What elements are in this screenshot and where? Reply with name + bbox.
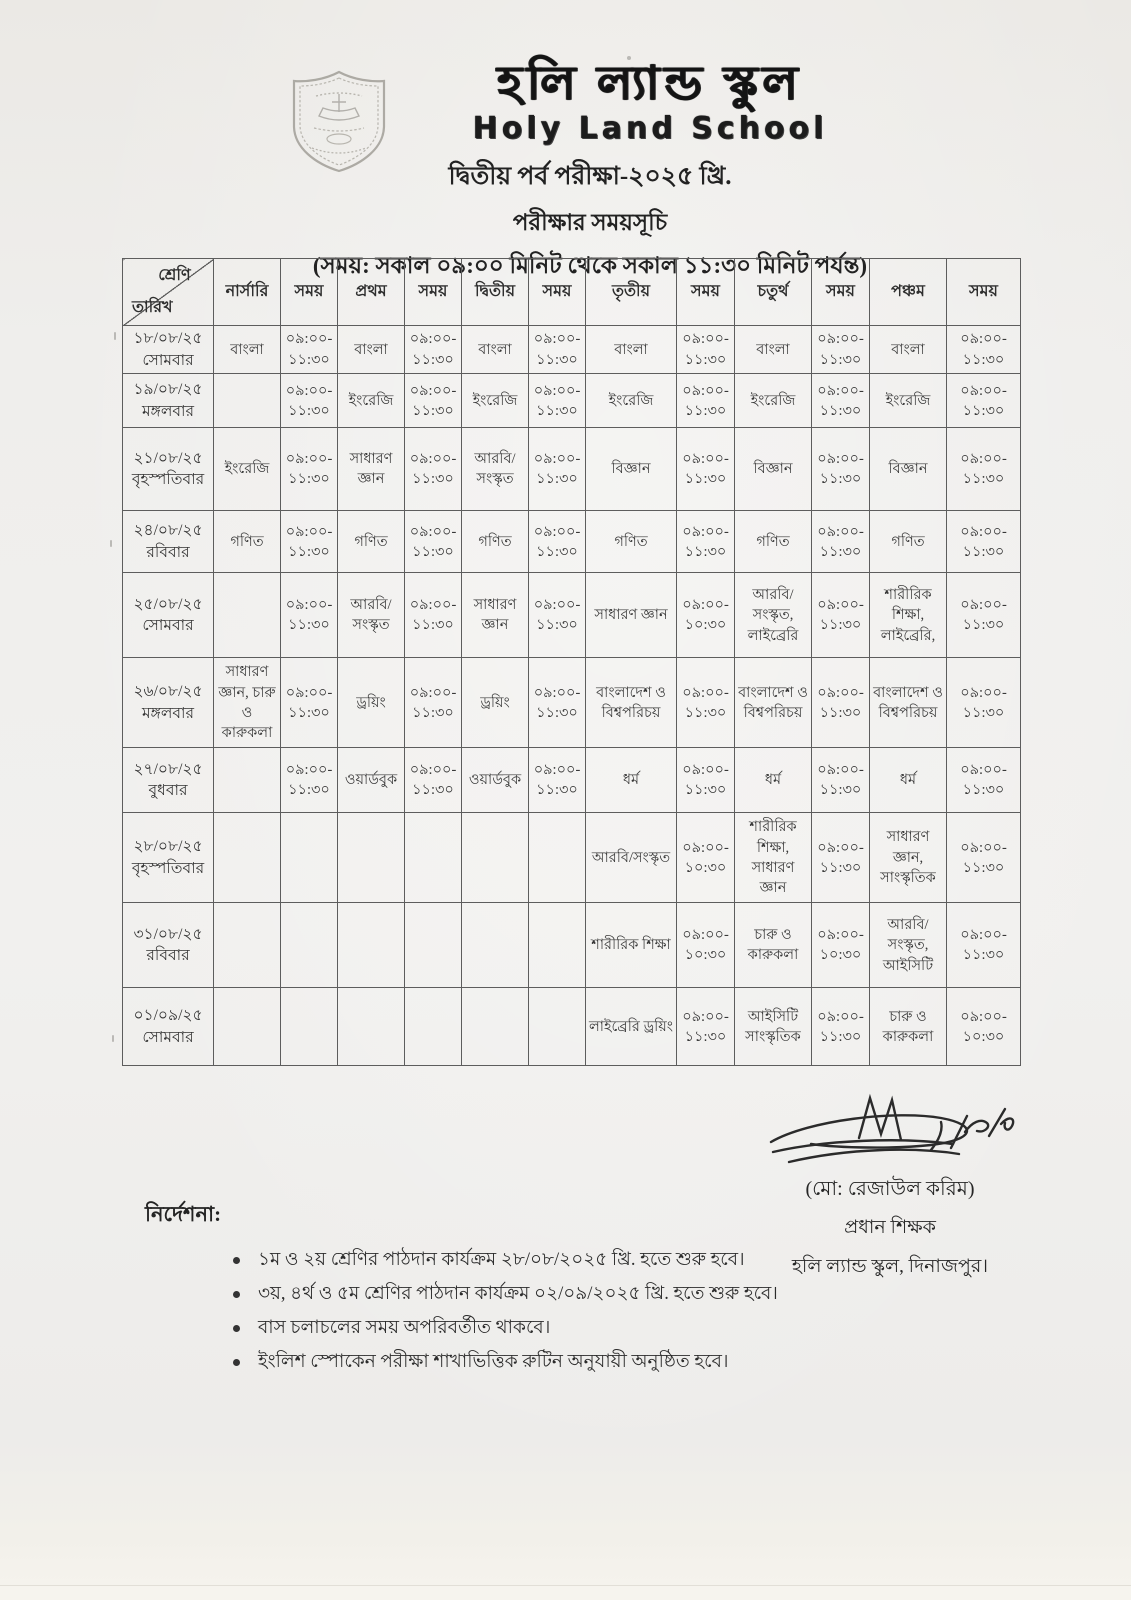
subject-cell [214,374,281,428]
exam-term-title: দ্বিতীয় পর্ব পরীক্ষা-২০২৫ খ্রি. [448,163,732,191]
instructions-list [231,1249,785,1375]
school-logo [286,68,392,174]
time-cell: ০৯:০০- ১১:৩০ [405,428,462,511]
time-cell: ০৯:০০- ১১:৩০ [677,988,735,1066]
subject-cell: আরবি/সংস্কৃত [586,813,677,903]
time-cell [529,903,586,988]
subject-cell: সাধারণ জ্ঞান [586,573,677,658]
time-cell: ০৯:০০- ১১:৩০ [677,374,735,428]
subject-cell: ধর্ম [586,748,677,813]
time-cell: ০৯:০০- ১১:৩০ [405,511,462,573]
date-cell: ২৮/০৮/২৫ বৃহস্পতিবার [123,813,214,903]
schedule-row [123,988,1021,1066]
subject-cell: গণিত [214,511,281,573]
time-cell: ০৯:০০- ১১:৩০ [812,573,870,658]
column-header-time: সময় [812,259,870,326]
time-cell [529,988,586,1066]
subject-cell: ধর্ম [870,748,947,813]
date-cell: ৩১/০৮/২৫ রবিবার [123,903,214,988]
instruction-item: বাস চলাচলের সময় অপরিবর্তীত থাকবে। [231,1317,785,1340]
subject-cell: শারীরিক শিক্ষা, লাইব্রেরি, [870,573,947,658]
scan-speck [627,56,631,60]
column-header-class1: প্রথম [338,259,405,326]
date-cell: ২৬/০৮/২৫ মঙ্গলবার [123,658,214,748]
time-cell: ০৯:০০- ১১:৩০ [529,573,586,658]
column-header-class2: দ্বিতীয় [462,259,529,326]
schedule-row [123,903,1021,988]
time-cell [281,903,338,988]
time-cell: ০৯:০০- ১১:৩০ [281,428,338,511]
signature-block [745,1092,1035,1284]
school-name-english: Holy Land School [472,111,828,147]
subject-cell: আরবি/সংস্কৃত, আইসিটি [870,903,947,988]
subject-cell: ওয়ার্ডবুক [462,748,529,813]
subject-cell: ইংরেজি [462,374,529,428]
subject-cell: বিজ্ঞান [735,428,812,511]
subject-cell: ধর্ম [735,748,812,813]
signer-designation: প্রধান শিক্ষক [844,1217,936,1238]
subject-cell: বাংলাদেশ ও বিশ্বপরিচয় [870,658,947,748]
time-cell: ০৯:০০- ১১:৩০ [947,573,1021,658]
headmaster-signature-icon [755,1092,1025,1178]
date-cell: ১৯/০৮/২৫ মঙ্গলবার [123,374,214,428]
subject-cell: সাধারণ জ্ঞান [462,573,529,658]
time-cell: ০৯:০০- ১১:৩০ [812,658,870,748]
scan-speck [114,332,116,340]
time-cell: ০৯:০০- ১১:৩০ [529,748,586,813]
time-cell: ০৯:০০- ১১:৩০ [405,748,462,813]
subject-cell: বাংলা [870,326,947,374]
subject-cell: আরবি/সংস্কৃত, লাইব্রেরি [735,573,812,658]
subject-cell [462,903,529,988]
subject-cell: বাংলা [586,326,677,374]
instruction-item: ইংলিশ স্পোকেন পরীক্ষা শাখাভিত্তিক রুটিন অনুযায়ী অনুষ্ঠিত হবে। [231,1351,785,1374]
subject-cell: সাধারণ জ্ঞান, সাংস্কৃতিক [870,813,947,903]
time-cell: ০৯:০০- ১১:৩০ [812,326,870,374]
time-cell: ০৯:০০- ১০:৩০ [812,903,870,988]
subject-cell: গণিত [338,511,405,573]
subject-cell: আরবি/সংস্কৃত [338,573,405,658]
time-cell: ০৯:০০- ১১:৩০ [281,326,338,374]
column-header-time: সময় [529,259,586,326]
subject-cell: সাধারণ জ্ঞান [338,428,405,511]
time-cell: ০৯:০০- ১১:৩০ [281,573,338,658]
column-header-class3: তৃতীয় [586,259,677,326]
corner-cell [123,259,214,326]
time-cell: ০৯:০০- ১১:৩০ [677,511,735,573]
time-cell: ০৯:০০- ১১:৩০ [405,326,462,374]
subject-cell: ইংরেজি [214,428,281,511]
time-cell: ০৯:০০- ১১:৩০ [405,374,462,428]
subject-cell: বাংলা [338,326,405,374]
time-cell: ০৯:০০- ১১:৩০ [529,428,586,511]
subject-cell: বাংলাদেশ ও বিশ্বপরিচয় [586,658,677,748]
time-cell: ০৯:০০- ১১:৩০ [947,511,1021,573]
time-cell: ০৯:০০- ১১:৩০ [947,658,1021,748]
time-cell: ০৯:০০- ১১:৩০ [529,374,586,428]
time-cell: ০৯:০০- ১১:৩০ [677,748,735,813]
date-cell: ২৫/০৮/২৫ সোমবার [123,573,214,658]
subject-cell [214,813,281,903]
time-cell: ০৯:০০- ১১:৩০ [812,813,870,903]
date-cell: ২১/০৮/২৫ বৃহস্পতিবার [123,428,214,511]
instruction-item: ১ম ও ২য় শ্রেণির পাঠদান কার্যক্রম ২৮/০৮/২০২৫ খ্রি. হতে শুরু হবে। [231,1249,785,1272]
subject-cell [462,813,529,903]
schedule-row [123,374,1021,428]
time-cell [281,988,338,1066]
document-header [120,60,1060,286]
subject-cell: বিজ্ঞান [586,428,677,511]
time-cell: ০৯:০০- ১১:৩০ [405,658,462,748]
column-header-nursery: নার্সারি [214,259,281,326]
time-cell: ০৯:০০- ১০:৩০ [677,573,735,658]
time-cell: ০৯:০০- ১১:৩০ [281,374,338,428]
subject-cell [462,988,529,1066]
column-header-time: সময় [947,259,1021,326]
time-cell [281,813,338,903]
subject-cell: গণিত [586,511,677,573]
column-header-class5: পঞ্চম [870,259,947,326]
school-crest-icon [286,68,392,174]
column-header-time: সময় [405,259,462,326]
subject-cell: চারু ও কারুকলা [735,903,812,988]
subject-cell [338,813,405,903]
subject-cell: বিজ্ঞান [870,428,947,511]
school-name-bengali: হলি ল্যান্ড স্কুল [497,58,803,110]
time-cell: ০৯:০০- ১১:৩০ [405,573,462,658]
subject-cell: ইংরেজি [586,374,677,428]
date-cell: ২৭/০৮/২৫ বুধবার [123,748,214,813]
subject-cell [214,573,281,658]
time-cell: ০৯:০০- ১১:৩০ [947,903,1021,988]
subject-cell: বাংলাদেশ ও বিশ্বপরিচয় [735,658,812,748]
subject-cell: সাধারণ জ্ঞান, চারু ও কারুকলা [214,658,281,748]
signer-name: (মো: রেজাউল করিম) [805,1178,975,1200]
column-header-class4: চতুর্থ [735,259,812,326]
subject-cell: গণিত [462,511,529,573]
exam-schedule-table [122,258,1021,1066]
time-cell: ০৯:০০- ১০:৩০ [947,988,1021,1066]
instructions-section [145,1198,785,1386]
date-cell: ০১/০৯/২৫ সোমবার [123,988,214,1066]
subject-cell [214,988,281,1066]
time-cell [405,988,462,1066]
schedule-row [123,511,1021,573]
time-cell: ০৯:০০- ১১:৩০ [677,326,735,374]
exam-table-body [123,326,1021,1066]
time-cell: ০৯:০০- ১১:৩০ [812,748,870,813]
time-cell: ০৯:০০- ১১:৩০ [812,428,870,511]
schedule-row [123,813,1021,903]
schedule-row [123,658,1021,748]
time-cell: ০৯:০০- ১১:৩০ [281,511,338,573]
date-cell: ২৪/০৮/২৫ রবিবার [123,511,214,573]
time-cell: ০৯:০০- ১০:৩০ [677,813,735,903]
subject-cell: ইংরেজি [338,374,405,428]
time-cell: ০৯:০০- ১১:৩০ [529,326,586,374]
time-cell: ০৯:০০- ১১:৩০ [529,511,586,573]
exam-time-range-note: (সময়: সকাল ০৯:০০ মিনিট থেকে সকাল ১১:৩০ মিনিট পর্যন্ত) [312,253,868,279]
signer-school: হলি ল্যান্ড স্কুল, দিনাজপুর। [791,1256,989,1277]
subject-cell [214,748,281,813]
time-cell [405,903,462,988]
time-cell: ০৯:০০- ১১:৩০ [812,988,870,1066]
time-cell: ০৯:০০- ১০:৩০ [677,903,735,988]
subject-cell [338,988,405,1066]
subject-cell: লাইব্রেরি ড্রয়িং [586,988,677,1066]
schedule-row [123,428,1021,511]
subject-cell: আইসিটি সাংস্কৃতিক [735,988,812,1066]
time-cell: ০৯:০০- ১১:৩০ [947,813,1021,903]
schedule-subtitle: পরীক্ষার সময়সূচি [512,210,668,236]
instructions-heading: নির্দেশনা: [145,1202,222,1226]
schedule-row [123,748,1021,813]
subject-cell: বাংলা [735,326,812,374]
subject-cell: ইংরেজি [735,374,812,428]
schedule-row [123,326,1021,374]
subject-cell: ওয়ার্ডবুক [338,748,405,813]
time-cell: ০৯:০০- ১১:৩০ [947,326,1021,374]
time-cell: ০৯:০০- ১১:৩০ [812,511,870,573]
time-cell [529,813,586,903]
subject-cell: শারীরিক শিক্ষা [586,903,677,988]
subject-cell: বাংলা [462,326,529,374]
time-cell: ০৯:০০- ১১:৩০ [947,748,1021,813]
time-cell: ০৯:০০- ১১:৩০ [677,428,735,511]
subject-cell: আরবি/সংস্কৃত [462,428,529,511]
subject-cell: চারু ও কারুকলা [870,988,947,1066]
scan-speck [110,540,112,547]
subject-cell: ড্রয়িং [338,658,405,748]
subject-cell: শারীরিক শিক্ষা, সাধারণ জ্ঞান [735,813,812,903]
time-cell: ০৯:০০- ১১:৩০ [281,658,338,748]
time-cell: ০৯:০০- ১১:৩০ [947,428,1021,511]
column-header-time: সময় [281,259,338,326]
time-cell [405,813,462,903]
subject-cell: বাংলা [214,326,281,374]
scan-speck [112,1035,114,1042]
subject-cell: গণিত [735,511,812,573]
schedule-row [123,573,1021,658]
column-header-time: সময় [677,259,735,326]
table-header-row [123,259,1021,326]
time-cell: ০৯:০০- ১১:৩০ [677,658,735,748]
time-cell: ০৯:০০- ১১:৩০ [812,374,870,428]
subject-cell [214,903,281,988]
time-cell: ০৯:০০- ১১:৩০ [947,374,1021,428]
subject-cell: গণিত [870,511,947,573]
instruction-item: ৩য়, ৪র্থ ও ৫ম শ্রেণির পাঠদান কার্যক্রম ০২/০৯/২০২৫ খ্রি. হতে শুরু হবে। [231,1283,785,1306]
subject-cell [338,903,405,988]
date-cell: ১৮/০৮/২৫ সোমবার [123,326,214,374]
subject-cell: ড্রয়িং [462,658,529,748]
time-cell: ০৯:০০- ১১:৩০ [529,658,586,748]
subject-cell: ইংরেজি [870,374,947,428]
time-cell: ০৯:০০- ১১:৩০ [281,748,338,813]
corner-class-label: শ্রেণি [158,267,191,284]
corner-date-label: তারিখ [132,298,173,316]
